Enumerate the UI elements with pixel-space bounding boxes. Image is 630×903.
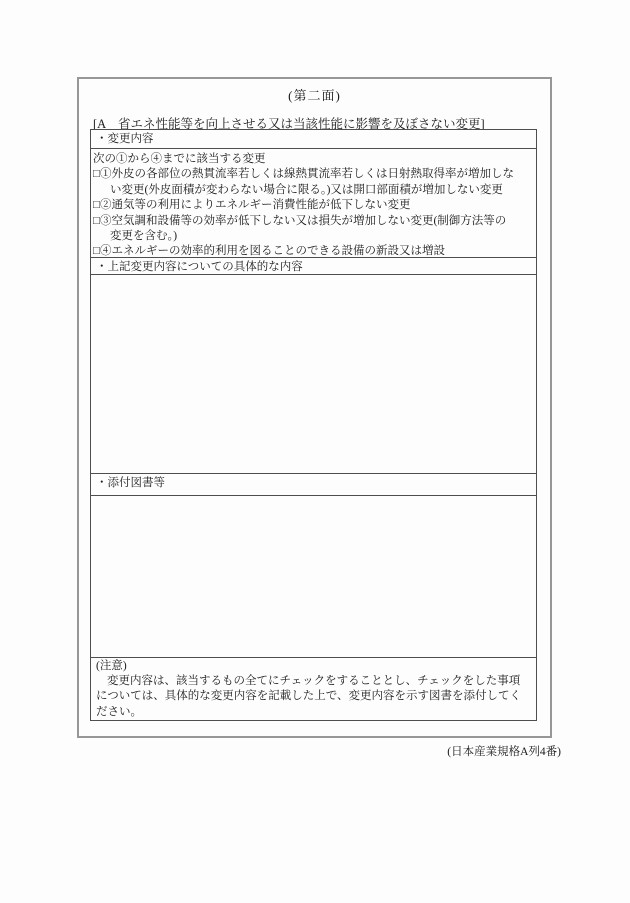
change-content-header-label: ・変更内容 [96, 133, 154, 145]
specific-content-area[interactable] [91, 275, 536, 474]
attachments-header-label: ・添付図書等 [96, 477, 165, 489]
page-title: (第二面) [288, 88, 341, 103]
note-line-3: ださい。 [96, 705, 142, 718]
notes-box [91, 658, 536, 720]
form-outer-frame [77, 77, 552, 738]
checkbox-option-3[interactable] [93, 214, 534, 245]
specific-content-header-row [91, 258, 536, 275]
option-1-line-1: □①外皮の各部位の熱貫流率若しくは線熱貫流率若しくは日射熱取得率が増加しな [93, 168, 514, 181]
change-options-row [91, 149, 536, 258]
change-form-table [90, 129, 537, 721]
attachments-header-row [91, 474, 536, 496]
option-4-line-1: □④エネルギーの効率的利用を図ることのできる設備の新設又は増設 [93, 245, 445, 258]
section-a-heading: [A 省エネ性能等を向上させる又は当該性能に影響を及ぼさない変更] [93, 117, 485, 131]
checkbox-option-1[interactable] [93, 167, 534, 198]
option-3-line-1: □③空気調和設備等の効率が低下しない又は損失が増加しない変更(制御方法等の [93, 214, 507, 227]
note-line-1: 変更内容は、該当するもの全てにチェックをすることとし、チェックをした事項 [107, 675, 521, 688]
change-content-header-row [91, 130, 536, 149]
checkbox-option-2[interactable] [93, 198, 534, 213]
paper-size-note: (日本産業規格A列4番) [447, 746, 561, 758]
attachments-area[interactable] [91, 496, 536, 658]
specific-content-header-label: ・上記変更内容についての具体的な内容 [96, 261, 303, 273]
options-intro-line: 次の①から④までに該当する変更 [93, 153, 266, 165]
note-line-2: については、具体的な変更内容を記載した上で、変更内容を示す図書を添付してく [96, 690, 522, 703]
option-2-line-1: □②通気等の利用によりエネルギー消費性能が低下しない変更 [93, 199, 411, 212]
option-1-line-2: い変更(外皮面積が変わらない場合に限る。)又は開口部面積が増加しない変更 [110, 183, 503, 196]
note-title: (注意) [96, 660, 127, 672]
option-3-line-2: 変更を含む。) [110, 230, 178, 243]
